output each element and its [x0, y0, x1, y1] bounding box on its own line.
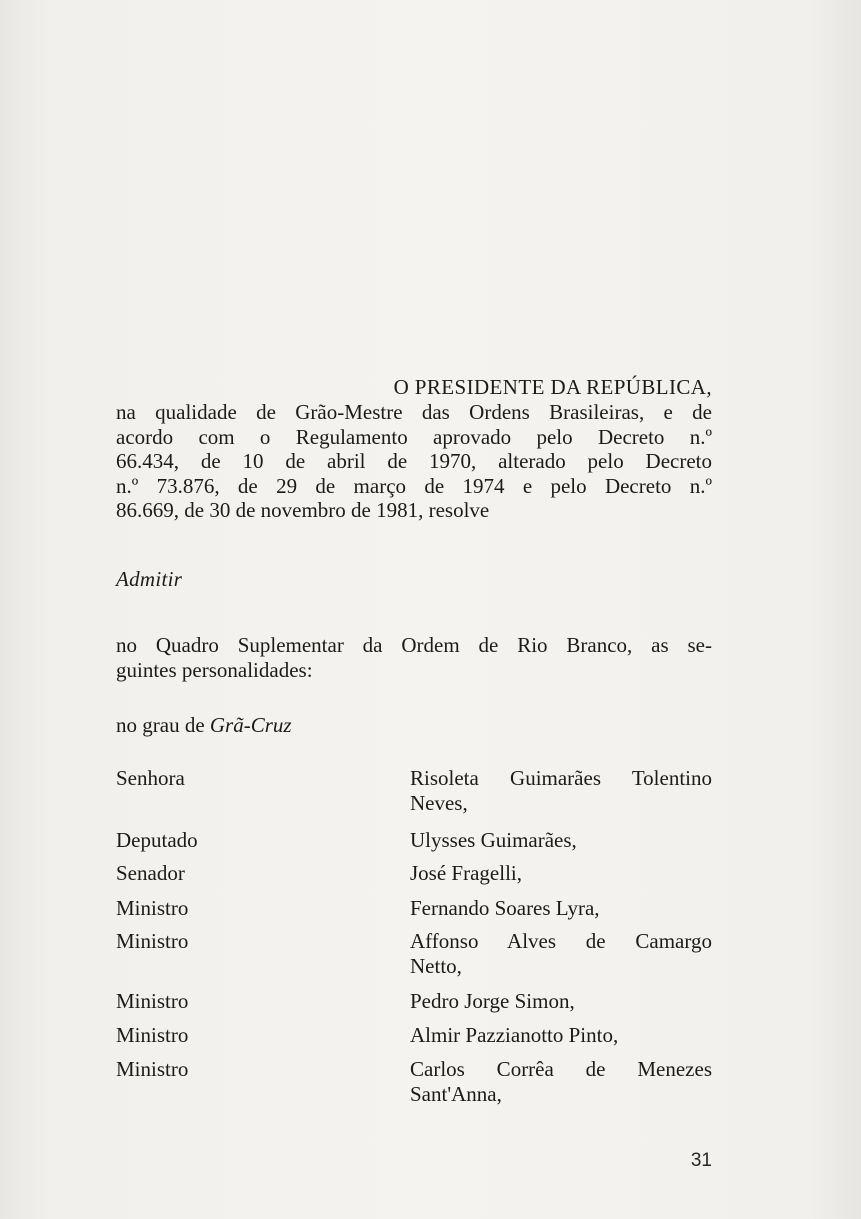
- honoree-title: Ministro: [116, 989, 189, 1013]
- honoree-name: [410, 989, 712, 1014]
- honoree-name-line: Risoleta Guimarães Tolentino: [410, 766, 712, 790]
- grau-prefix: no grau de: [116, 713, 205, 737]
- honoree-name-line: Pedro Jorge Simon,: [410, 989, 575, 1013]
- honoree-name-line: Sant'Anna,: [410, 1081, 502, 1106]
- intro-line: 86.669, de 30 de novembro de 1981, resolve: [116, 498, 490, 522]
- honoree-title: Senhora: [116, 766, 185, 790]
- honoree-title: Ministro: [116, 1057, 189, 1081]
- quadro-line: guintes personalidades:: [116, 657, 313, 682]
- honoree-name-line: José Fragelli,: [410, 861, 522, 885]
- honoree-name: [410, 861, 712, 886]
- decree-heading: O PRESIDENTE DA REPÚBLICA,: [393, 375, 712, 399]
- honoree-title: Ministro: [116, 929, 189, 953]
- honoree-name-line: Neves,: [410, 790, 468, 815]
- honoree-name: [410, 896, 712, 921]
- honoree-name-line: Ulysses Guimarães,: [410, 828, 577, 852]
- intro-line: n.º 73.876, de 29 de março de 1974 e pelo Decreto n.º: [116, 473, 712, 498]
- honoree-name: [410, 929, 712, 978]
- honoree-title: Ministro: [116, 1023, 189, 1047]
- decree-action: Admitir: [116, 567, 183, 591]
- grau-line: [116, 713, 292, 738]
- quadro-paragraph: [116, 633, 712, 682]
- honoree-name-line: Almir Pazzianotto Pinto,: [410, 1023, 619, 1047]
- honoree-name: [410, 828, 712, 853]
- honoree-name-line: Fernando Soares Lyra,: [410, 896, 600, 920]
- honoree-title: Deputado: [116, 828, 198, 852]
- honoree-name: [410, 1023, 712, 1048]
- honoree-name-line: Affonso Alves de Camargo: [410, 929, 712, 953]
- decree-intro: [116, 400, 712, 523]
- intro-line: na qualidade de Grão-Mestre das Ordens Brasileiras, e de: [116, 400, 712, 424]
- honoree-title: Ministro: [116, 896, 189, 920]
- honoree-name: [410, 1057, 712, 1106]
- grau-name: Grã-Cruz: [209, 713, 292, 737]
- page-number: 31: [690, 1150, 712, 1171]
- honoree-name: [410, 766, 712, 815]
- honoree-name-line: Carlos Corrêa de Menezes: [410, 1057, 712, 1081]
- intro-line: 66.434, de 10 de abril de 1970, alterado pelo Decreto: [116, 449, 712, 473]
- intro-line: acordo com o Regulamento aprovado pelo Decreto n.º: [116, 424, 712, 449]
- quadro-line: no Quadro Suplementar da Ordem de Rio Branco, as se-: [116, 633, 712, 657]
- honoree-name-line: Netto,: [410, 953, 462, 978]
- honoree-title: Senador: [116, 861, 185, 885]
